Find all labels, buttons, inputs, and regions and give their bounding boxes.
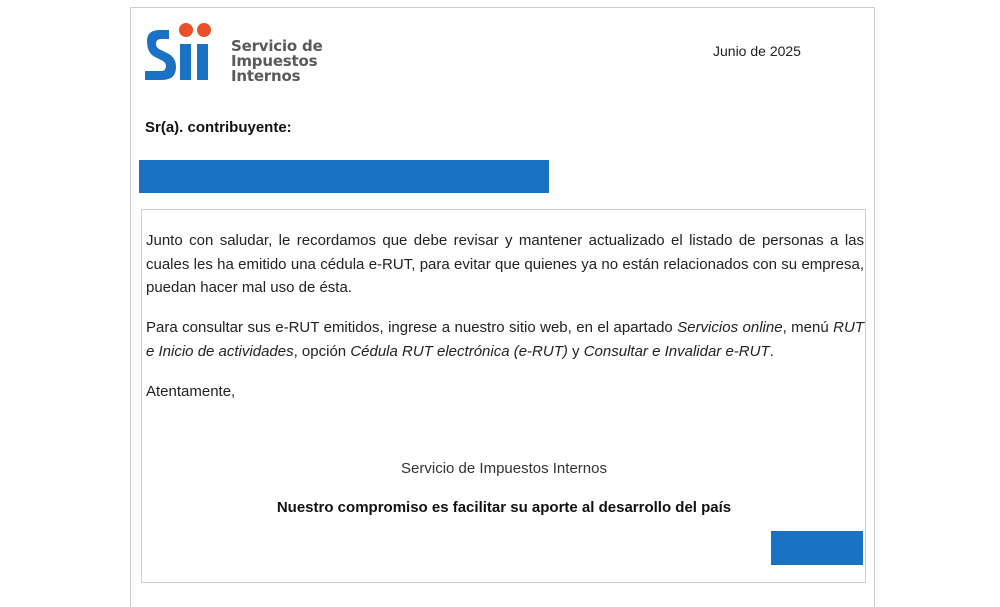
logo-line-1: Servicio de [231,37,323,55]
logo-line-2: Impuestos [231,52,318,70]
instr-text-3: , opción [293,342,351,360]
instr-text-4: y [567,342,584,360]
instr-text-5: . [769,342,774,360]
email-body [130,7,875,607]
instr-servicios-online: Servicios online [677,319,783,336]
redacted-name-bar [139,160,549,193]
sii-logo-mark [143,17,223,87]
signature: Servicio de Impuestos Internos [401,460,607,477]
closing: Atentamente, [146,383,236,400]
paragraph-reminder: Junto con saludar, le recordamos que debe revisar y mantener actualizado el listado de personas a las cuales les ha emitido una cédula e-RUT, para evitar que quienes ya no están relacionados con su empresa, puedan hacer mal uso de ésta. [146,232,864,296]
sii-logo [143,17,333,87]
motto: Nuestro compromiso es facilitar su aporte al desarrollo del país [276,499,732,516]
instr-rut-inicio: RUT e Inicio de actividades [146,319,864,360]
letter-date: Junio de 2025 [713,43,801,59]
instr-consultar-invalidar: Consultar e Invalidar e-RUT [583,342,770,360]
instr-text-1: Para consultar sus e-RUT emitidos, ingrese a nuestro sitio web, en el apartado [146,319,678,336]
logo-line-3: Internos [231,67,301,85]
instr-text-2: , menú [782,319,834,336]
logo-wordmark [231,39,323,84]
salutation: Sr(a). contribuyente: [145,119,292,136]
paragraph-instructions [146,316,864,363]
instr-cedula-rut: Cédula RUT electrónica (e-RUT) [350,342,568,360]
redacted-corner-block [771,531,863,565]
message-box [141,209,866,583]
